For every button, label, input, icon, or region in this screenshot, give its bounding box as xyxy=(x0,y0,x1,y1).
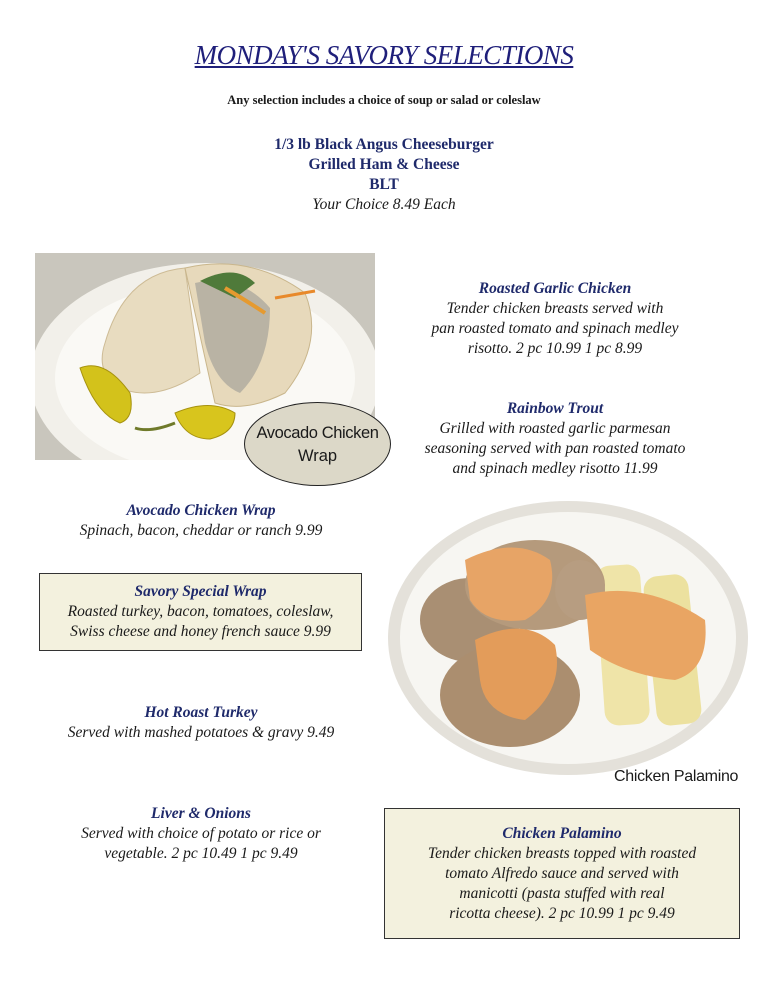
item-desc: seasoning served with pan roasted tomato xyxy=(424,440,686,457)
avocado-wrap-caption xyxy=(244,402,391,486)
menu-item-roasted-garlic-chicken xyxy=(380,279,730,359)
item-name: Chicken Palamino xyxy=(502,825,622,842)
menu-item-avocado-chicken-wrap xyxy=(20,501,382,541)
item-desc: manicotti (pasta stuffed with real xyxy=(459,885,665,902)
menu-item-rainbow-trout xyxy=(380,399,730,479)
item-desc: Tender chicken breasts topped with roasted xyxy=(427,845,697,862)
item-desc: tomato Alfredo sauce and served with xyxy=(445,865,679,882)
item-desc: risotto. 2 pc 10.99 1 pc 8.99 xyxy=(467,340,643,357)
item-name: Roasted Garlic Chicken xyxy=(478,280,632,297)
item-name: Liver & Onions xyxy=(151,805,251,822)
page-title: MONDAY'S SAVORY SELECTIONS xyxy=(194,40,574,70)
item-name: Rainbow Trout xyxy=(506,400,604,417)
caption-line: Avocado Chicken xyxy=(256,424,379,442)
chicken-palamino-caption: Chicken Palamino xyxy=(614,768,739,785)
item-desc: Roasted turkey, bacon, tomatoes, coleslaw, xyxy=(67,603,334,620)
menu-item-savory-special-wrap xyxy=(39,573,362,651)
menu-item-liver-onions xyxy=(20,804,382,864)
item-desc: Served with choice of potato or rice or xyxy=(81,825,321,842)
item-desc: Grilled with roasted garlic parmesan xyxy=(439,420,671,437)
item-name: Hot Roast Turkey xyxy=(144,704,258,721)
item-desc: Served with mashed potatoes & gravy 9.49 xyxy=(67,724,335,741)
item-desc: vegetable. 2 pc 10.49 1 pc 9.49 xyxy=(104,845,298,862)
item-desc: Tender chicken breasts served with xyxy=(446,300,664,317)
top-item: Grilled Ham & Cheese xyxy=(308,156,460,173)
item-desc: pan roasted tomato and spinach medley xyxy=(431,320,679,337)
item-name: Avocado Chicken Wrap xyxy=(126,502,276,519)
item-name: Savory Special Wrap xyxy=(134,583,267,600)
top-items-list xyxy=(0,135,768,215)
item-desc: ricotta cheese). 2 pc 10.99 1 pc 9.49 xyxy=(449,905,675,922)
menu-item-hot-roast-turkey xyxy=(20,703,382,743)
chicken-palamino-photo xyxy=(385,500,760,800)
top-items-price: Your Choice 8.49 Each xyxy=(312,196,456,213)
top-item: 1/3 lb Black Angus Cheeseburger xyxy=(274,136,494,153)
item-desc: and spinach medley risotto 11.99 xyxy=(452,460,658,477)
caption-line: Wrap xyxy=(297,447,338,465)
page-subtitle: Any selection includes a choice of soup or salad or coleslaw xyxy=(227,93,541,107)
item-desc: Swiss cheese and honey french sauce 9.99 xyxy=(70,623,331,640)
menu-item-chicken-palamino xyxy=(384,808,740,939)
item-desc: Spinach, bacon, cheddar or ranch 9.99 xyxy=(79,522,323,539)
top-item: BLT xyxy=(369,176,399,193)
